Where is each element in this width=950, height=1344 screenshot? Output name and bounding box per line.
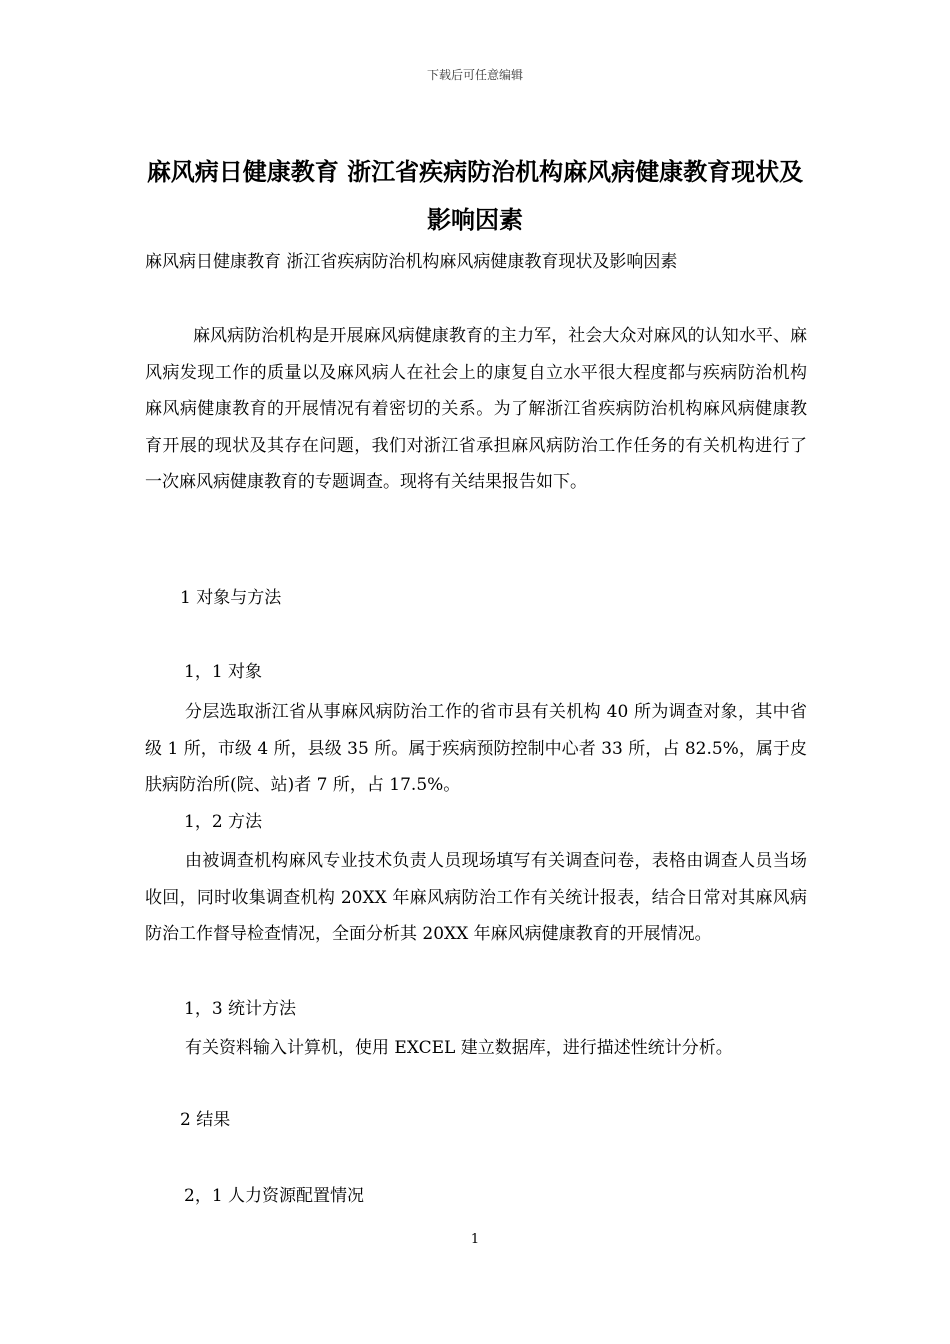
section-1-2-body: 由被调查机构麻风专业技术负责人员现场填写有关调查问卷，表格由调查人员当场收回，同时收集调查机构 20XX 年麻风病防治工作有关统计报表，结合日常对其麻风病防治工作督导检查情况，全面分析其 20XX 年麻风病健康教育的开展情况。 [145,851,807,944]
document-title: 麻风病日健康教育 浙江省疾病防治机构麻风病健康教育现状及影响因素 [146,158,804,234]
section-1-1-heading: 1，1 对象 [184,662,263,682]
section-2-heading: 2 结果 [180,1110,231,1130]
section-1-3-heading: 1，3 统计方法 [184,999,297,1019]
intro-paragraph: 麻风病防治机构是开展麻风病健康教育的主力军，社会大众对麻风的认知水平、麻风病发现工作的质量以及麻风病人在社会上的康复自立水平很大程度都与疾病防治机构麻风病健康教育的开展情况有着密切的关系。为了解浙江省疾病防治机构麻风病健康教育开展的现状及其存在问题，我们对浙江省承担麻风病防治工作任务的有关机构进行了一次麻风病健康教育的专题调查。现将有关结果报告如下。 [145,326,807,492]
section-2-1-heading: 2，1 人力资源配置情况 [184,1186,365,1206]
document-subtitle: 麻风病日健康教育 浙江省疾病防治机构麻风病健康教育现状及影响因素 [145,252,678,272]
page-number: 1 [470,1232,480,1247]
section-1-1-body: 分层选取浙江省从事麻风病防治工作的省市县有关机构 40 所为调查对象，其中省级 1 所，市级 4 所，县级 35 所。属于疾病预防控制中心者 33 所，占 82.5%，属于皮肤病防治所(院、站)者 7 所，占 17.5%。 [145,702,807,795]
section-1-heading: 1 对象与方法 [180,588,282,608]
header-note: 下载后可任意编辑 [426,68,523,82]
section-1-2-heading: 1，2 方法 [184,812,263,832]
section-1-3-body: 有关资料输入计算机，使用 EXCEL 建立数据库，进行描述性统计分析。 [185,1038,733,1058]
